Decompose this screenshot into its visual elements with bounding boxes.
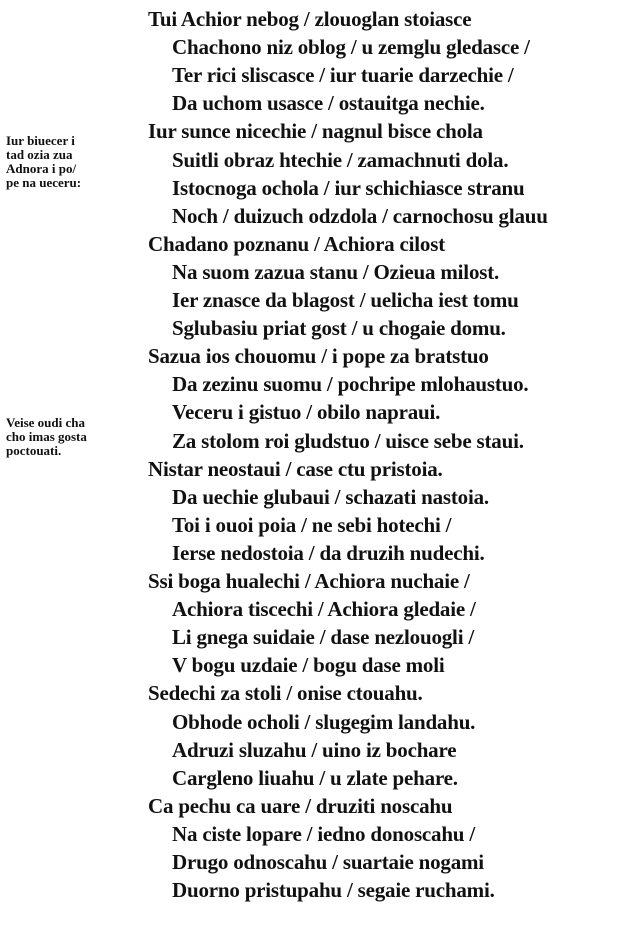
verse-line: Iur sunce nicechie / nagnul bisce chola	[148, 119, 483, 144]
verse-line: Chachono niz oblog / u zemglu gledasce /	[172, 35, 530, 60]
verse-line: Duorno pristupahu / segaie ruchami.	[172, 878, 495, 903]
verse-line: Ca pechu ca uare / druziti noscahu	[148, 793, 453, 818]
verse-line: Da uechie glubaui / schazati nastoia.	[172, 484, 489, 509]
verse-line: Li gnega suidaie / dase nezlouogli /	[172, 625, 475, 650]
verse-line: Chadano poznanu / Achiora cilost	[148, 231, 445, 256]
margin-note-line: tad ozia zua	[6, 147, 73, 162]
verse-line: Ierse nedostoia / da druzih nudechi.	[172, 540, 485, 565]
verse-line: Na ciste lopare / iedno donoscahu /	[172, 821, 475, 846]
verse-line: Da zezinu suomu / pochripe mlohaustuo.	[172, 372, 529, 397]
verse-line: Istocnoga ochola / iur schichiasce stranu	[172, 175, 525, 200]
margin-note-line: poctouati.	[6, 443, 62, 458]
margin-note	[6, 134, 146, 190]
verse-line: Sedechi za stoli / onise ctouahu.	[148, 681, 423, 706]
margin-note-line: Veise oudi cha	[6, 415, 85, 430]
verse-line: Drugo odnoscahu / suartaie nogami	[172, 850, 484, 874]
verse-line: Cargleno liuahu / u zlate pehare.	[172, 765, 458, 790]
verse-line: Obhode ocholi / slugegim landahu.	[172, 709, 476, 734]
verse-line: Veceru i gistuo / obilo napraui.	[172, 400, 441, 425]
verse-line: Nistar neostaui / case ctu pristoia.	[148, 456, 443, 481]
margin-note-line: pe na ueceru:	[6, 175, 82, 190]
verse-line: Adruzi sluzahu / uino iz bochare	[172, 737, 457, 762]
verse-line: Sazua ios chouomu / i pope za bratstuo	[148, 344, 489, 369]
verse-line: Na suom zazua stanu / Ozieua milost.	[172, 259, 500, 284]
verse-line: Ssi boga hualechi / Achiora nuchaie /	[148, 569, 470, 593]
margin-note	[6, 416, 146, 458]
verse-line: Ier znasce da blagost / uelicha iest tomu	[172, 288, 519, 312]
margin-note-line: cho imas gosta	[6, 429, 87, 444]
verse-line: Da uchom usasce / ostauitga nechie.	[172, 91, 485, 116]
verse-line: V bogu uzdaie / bogu dase moli	[172, 653, 445, 678]
margin-note-line: Iur biuecer i	[6, 133, 75, 148]
verse-line: Sglubasiu priat gost / u chogaie domu.	[172, 316, 506, 341]
verse-line: Tui Achior nebog / zlouoglan stoiasce	[148, 7, 472, 31]
margin-note-line: Adnora i po/	[6, 161, 77, 176]
verse-line: Toi i ouoi poia / ne sebi hotechi /	[172, 512, 452, 537]
verse-line: Ter rici slisсasce / iur tuarie darzechie /	[172, 63, 514, 88]
verse-line: Suitli obraz htechie / zamachnuti dola.	[172, 147, 509, 172]
verse-line: Achiora tiscechi / Achiora gledaie /	[172, 597, 476, 622]
verse-line: Za stolom roi gludstuo / uisce sebe staui.	[172, 428, 524, 453]
verse-line: Noch / duizuch odzdola / carnochosu glauu	[172, 203, 548, 228]
